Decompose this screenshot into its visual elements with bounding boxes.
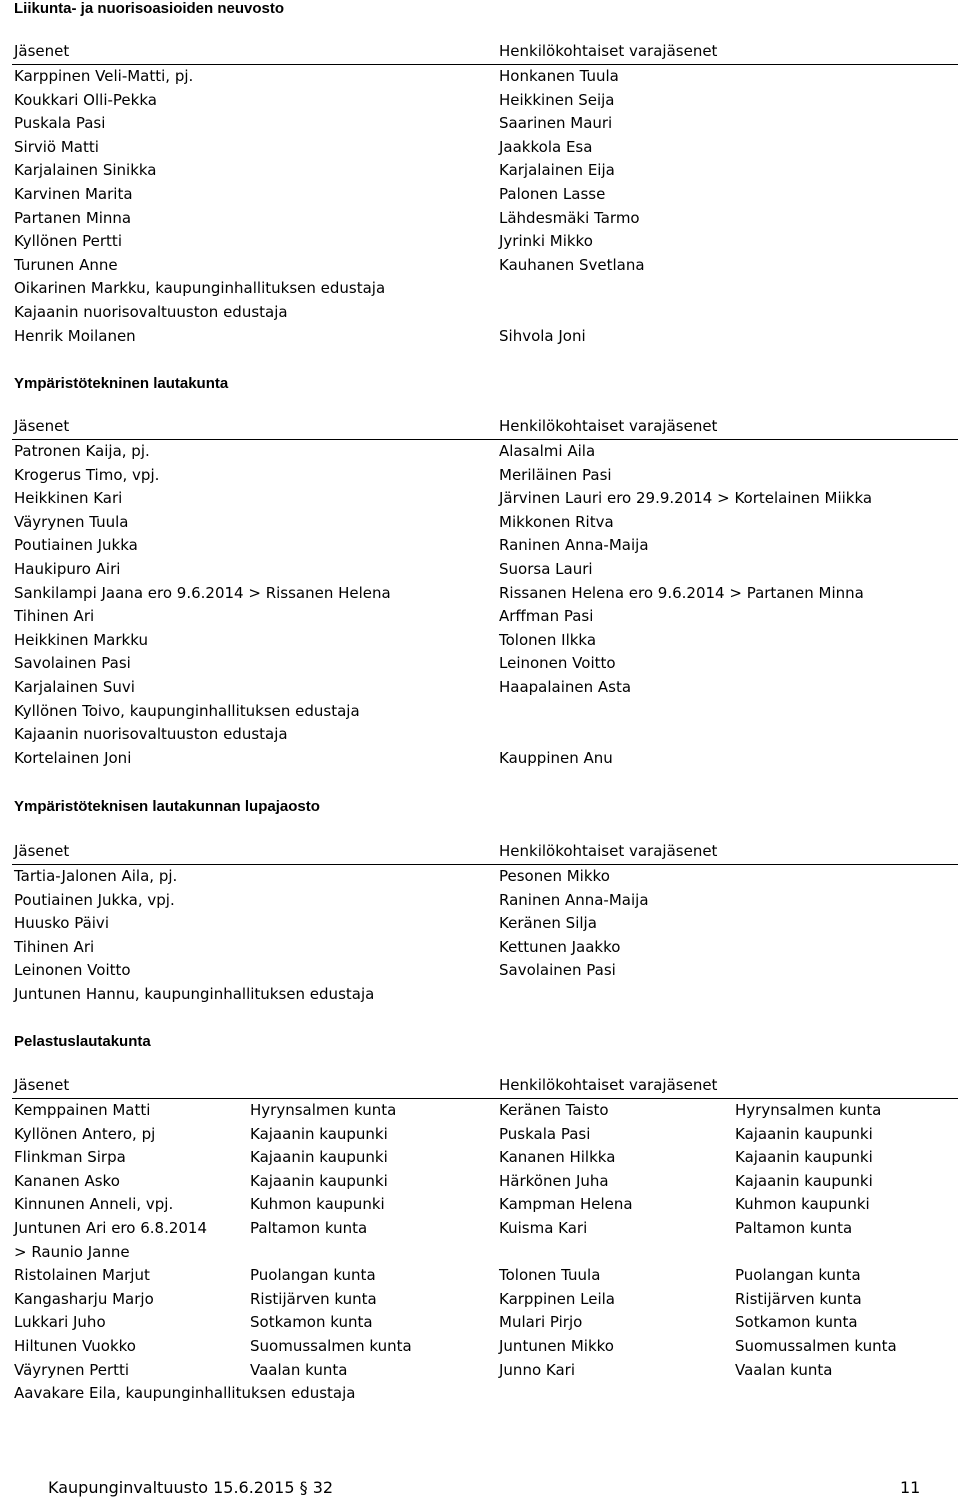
member-name: Juntunen Ari ero 6.8.2014 <box>14 1219 208 1237</box>
deputy-name: Saarinen Mauri <box>499 114 613 133</box>
header-divider <box>12 439 958 440</box>
member-municipality: Puolangan kunta <box>250 1266 376 1285</box>
deputy-name: Arffman Pasi <box>499 607 594 626</box>
member-name: Kyllönen Toivo, kaupunginhallituksen edustaja <box>14 701 360 720</box>
member-name: Lukkari Juho <box>14 1313 106 1332</box>
member-name: Kemppainen Matti <box>14 1101 151 1119</box>
member-name: Poutiainen Jukka, vpj. <box>14 890 175 909</box>
deputy-name: Kuisma Kari <box>499 1219 588 1237</box>
deputy-name: Juntunen Mikko <box>499 1337 614 1355</box>
deputy-name: Haapalainen Asta <box>499 678 632 696</box>
deputy-municipality: Vaalan kunta <box>735 1360 833 1379</box>
member-name: Kajaanin nuorisovaltuuston edustaja <box>14 725 288 744</box>
member-name: Tihinen Ari <box>14 607 95 626</box>
deputy-name: Meriläinen Pasi <box>499 465 612 484</box>
members-header: Jäsenet <box>14 1076 70 1094</box>
deputies-header: Henkilökohtaiset varajäsenet <box>499 42 718 60</box>
member-name: Poutiainen Jukka <box>14 536 138 555</box>
deputy-municipality: Ristijärven kunta <box>735 1289 862 1308</box>
member-name: Hiltunen Vuokko <box>14 1337 136 1355</box>
deputy-name: Kampman Helena <box>499 1195 633 1214</box>
member-name: Haukipuro Airi <box>14 560 121 578</box>
deputy-municipality: Hyrynsalmen kunta <box>735 1101 882 1119</box>
member-name: Kyllönen Antero, pj <box>14 1124 156 1143</box>
member-name: Kortelainen Joni <box>14 748 132 767</box>
deputy-name: Junno Kari <box>499 1360 575 1379</box>
deputy-name: Palonen Lasse <box>499 185 606 203</box>
member-municipality: Kajaanin kaupunki <box>250 1124 388 1143</box>
deputy-name: Jaakkola Esa <box>499 137 593 156</box>
deputy-name: Härkönen Juha <box>499 1171 609 1190</box>
deputy-name: Kananen Hilkka <box>499 1148 616 1167</box>
member-name: Leinonen Voitto <box>14 961 131 980</box>
deputy-name: Pesonen Mikko <box>499 867 610 885</box>
deputy-name: Kauhanen Svetlana <box>499 255 645 274</box>
member-name: Väyrynen Tuula <box>14 512 129 531</box>
deputy-name: Jyrinki Mikko <box>499 232 593 251</box>
deputy-municipality: Suomussalmen kunta <box>735 1337 897 1355</box>
member-name: Savolainen Pasi <box>14 654 131 673</box>
members-header: Jäsenet <box>14 42 70 60</box>
member-name: Krogerus Timo, vpj. <box>14 465 160 484</box>
member-name: Juntunen Hannu, kaupunginhallituksen edustaja <box>14 985 375 1003</box>
deputy-name: Mulari Pirjo <box>499 1313 583 1332</box>
deputy-name: Tolonen Tuula <box>499 1266 601 1285</box>
member-municipality: Hyrynsalmen kunta <box>250 1101 397 1119</box>
member-municipality: Sotkamon kunta <box>250 1313 373 1332</box>
deputy-name: Karjalainen Eija <box>499 161 615 180</box>
deputy-name: Raninen Anna-Maija <box>499 536 649 555</box>
member-name: Puskala Pasi <box>14 114 106 133</box>
member-name: Koukkari Olli-Pekka <box>14 90 157 109</box>
section-title: Ympäristöteknisen lautakunnan lupajaosto <box>14 798 320 815</box>
deputy-name: Rissanen Helena ero 9.6.2014 > Partanen Minna <box>499 583 864 602</box>
deputy-name: Honkanen Tuula <box>499 67 619 85</box>
deputy-name: Alasalmi Aila <box>499 442 596 460</box>
member-name: Tihinen Ari <box>14 937 95 956</box>
deputy-municipality: Sotkamon kunta <box>735 1313 858 1332</box>
member-name: Partanen Minna <box>14 208 132 227</box>
member-name: Kangasharju Marjo <box>14 1289 154 1308</box>
member-name: Tartia-Jalonen Aila, pj. <box>14 867 178 885</box>
deputy-municipality: Kuhmon kaupunki <box>735 1195 870 1214</box>
deputy-name: Karppinen Leila <box>499 1289 616 1308</box>
member-name: Kyllönen Pertti <box>14 232 122 251</box>
deputy-name: Keränen Taisto <box>499 1101 609 1119</box>
deputy-municipality: Paltamon kunta <box>735 1219 853 1237</box>
deputies-header: Henkilökohtaiset varajäsenet <box>499 842 718 860</box>
member-municipality: Kajaanin kaupunki <box>250 1148 388 1167</box>
member-name: Heikkinen Markku <box>14 630 148 649</box>
member-name: Karvinen Marita <box>14 185 133 203</box>
member-name: Karjalainen Sinikka <box>14 161 157 180</box>
deputy-name: Kauppinen Anu <box>499 748 613 767</box>
member-name: Väyrynen Pertti <box>14 1360 130 1379</box>
footer-doc-reference: Kaupunginvaltuusto 15.6.2015 § 32 <box>48 1478 334 1497</box>
member-municipality: Kuhmon kaupunki <box>250 1195 385 1214</box>
member-municipality: Paltamon kunta <box>250 1219 368 1237</box>
section-title: Pelastuslautakunta <box>14 1033 151 1050</box>
deputies-header: Henkilökohtaiset varajäsenet <box>499 417 718 435</box>
deputy-name: Heikkinen Seija <box>499 90 615 109</box>
member-name: Kinnunen Anneli, vpj. <box>14 1195 174 1214</box>
members-header: Jäsenet <box>14 417 70 435</box>
member-name: Heikkinen Kari <box>14 489 123 508</box>
member-municipality: Vaalan kunta <box>250 1360 348 1379</box>
deputy-name: Järvinen Lauri ero 29.9.2014 > Kortelainen Miikka <box>499 489 873 508</box>
member-name: Patronen Kaija, pj. <box>14 442 150 460</box>
deputy-name: Suorsa Lauri <box>499 560 593 578</box>
deputy-municipality: Kajaanin kaupunki <box>735 1171 873 1190</box>
deputy-municipality: Kajaanin kaupunki <box>735 1148 873 1167</box>
deputy-name: Tolonen Ilkka <box>499 630 597 649</box>
deputy-municipality: Kajaanin kaupunki <box>735 1124 873 1143</box>
member-name: Sankilampi Jaana ero 9.6.2014 > Rissanen Helena <box>14 583 391 602</box>
member-name: Karjalainen Suvi <box>14 678 135 696</box>
section-title: Liikunta- ja nuorisoasioiden neuvosto <box>14 0 285 17</box>
page-number: 11 <box>900 1478 921 1497</box>
deputy-name: Sihvola Joni <box>499 326 586 345</box>
deputy-name: Lähdesmäki Tarmo <box>499 208 640 227</box>
member-name: Kananen Asko <box>14 1171 120 1190</box>
member-name: Turunen Anne <box>14 255 118 274</box>
deputy-name: Puskala Pasi <box>499 1124 591 1143</box>
member-name: Ristolainen Marjut <box>14 1266 150 1285</box>
member-name: Kajaanin nuorisovaltuuston edustaja <box>14 303 288 321</box>
deputies-header: Henkilökohtaiset varajäsenet <box>499 1076 718 1094</box>
section-title: Ympäristötekninen lautakunta <box>14 375 229 392</box>
member-name: Huusko Päivi <box>14 914 109 933</box>
deputy-municipality: Puolangan kunta <box>735 1266 861 1285</box>
deputy-name: Mikkonen Ritva <box>499 512 614 531</box>
deputy-name: Keränen Silja <box>499 914 597 933</box>
member-name: Karppinen Veli-Matti, pj. <box>14 67 194 85</box>
member-municipality: Suomussalmen kunta <box>250 1337 412 1355</box>
deputy-name: Raninen Anna-Maija <box>499 890 649 909</box>
member-name: Flinkman Sirpa <box>14 1148 126 1167</box>
member-name: Oikarinen Markku, kaupunginhallituksen edustaja <box>14 279 386 298</box>
member-name: Sirviö Matti <box>14 137 99 156</box>
deputy-name: Savolainen Pasi <box>499 961 616 980</box>
deputy-name: Leinonen Voitto <box>499 654 616 673</box>
member-municipality: Kajaanin kaupunki <box>250 1171 388 1190</box>
member-name: Aavakare Eila, kaupunginhallituksen edustaja <box>14 1384 356 1403</box>
member-name: Henrik Moilanen <box>14 326 136 345</box>
members-header: Jäsenet <box>14 842 70 860</box>
deputy-name: Kettunen Jaakko <box>499 937 621 956</box>
member-name: > Raunio Janne <box>14 1242 130 1261</box>
member-municipality: Ristijärven kunta <box>250 1289 377 1308</box>
